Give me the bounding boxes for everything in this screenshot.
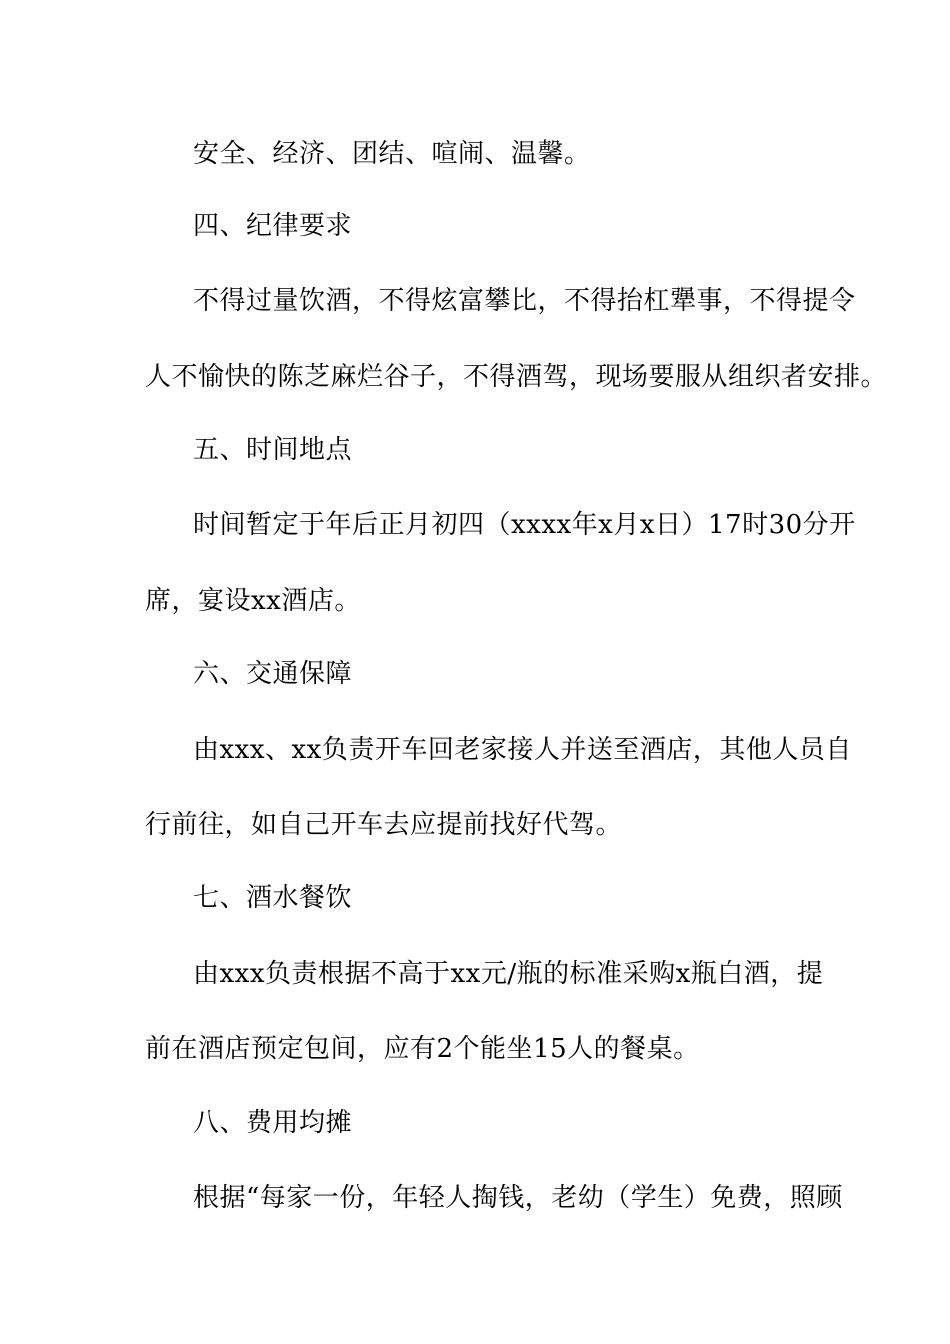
- section-heading-drinks-dining: 七、酒水餐饮: [193, 883, 353, 913]
- paragraph-line: 不得过量饮酒，不得炫富攀比，不得抬杠犟事，不得提令: [193, 286, 856, 316]
- section-heading-transport: 六、交通保障: [193, 659, 353, 689]
- paragraph-line: 席，宴设xx酒店。: [145, 586, 361, 616]
- paragraph-line: 时间暂定于年后正月初四（xxxx年x月x日）17时30分开: [193, 510, 856, 540]
- paragraph-line: 人不愉快的陈芝麻烂谷子，不得酒驾，现场要服从组织者安排。: [145, 362, 888, 392]
- paragraph-line: 行前往，如自己开车去应提前找好代驾。: [145, 810, 623, 840]
- paragraph-line: 安全、经济、团结、喧闹、温馨。: [193, 139, 591, 169]
- section-heading-discipline: 四、纪律要求: [193, 211, 353, 241]
- paragraph-line: 由xxx、xx负责开车回老家接人并送至酒店，其他人员自: [193, 735, 852, 765]
- paragraph-line: 根据“每家一份，年轻人掏钱，老幼（学生）免费，照顾: [193, 1183, 843, 1213]
- paragraph-line: 前在酒店预定包间，应有2个能坐15人的餐桌。: [145, 1034, 700, 1064]
- paragraph-line: 由xxx负责根据不高于xx元/瓶的标准采购x瓶白酒，提: [193, 959, 824, 989]
- section-heading-cost-sharing: 八、费用均摊: [193, 1108, 353, 1138]
- section-heading-time-place: 五、时间地点: [193, 435, 353, 465]
